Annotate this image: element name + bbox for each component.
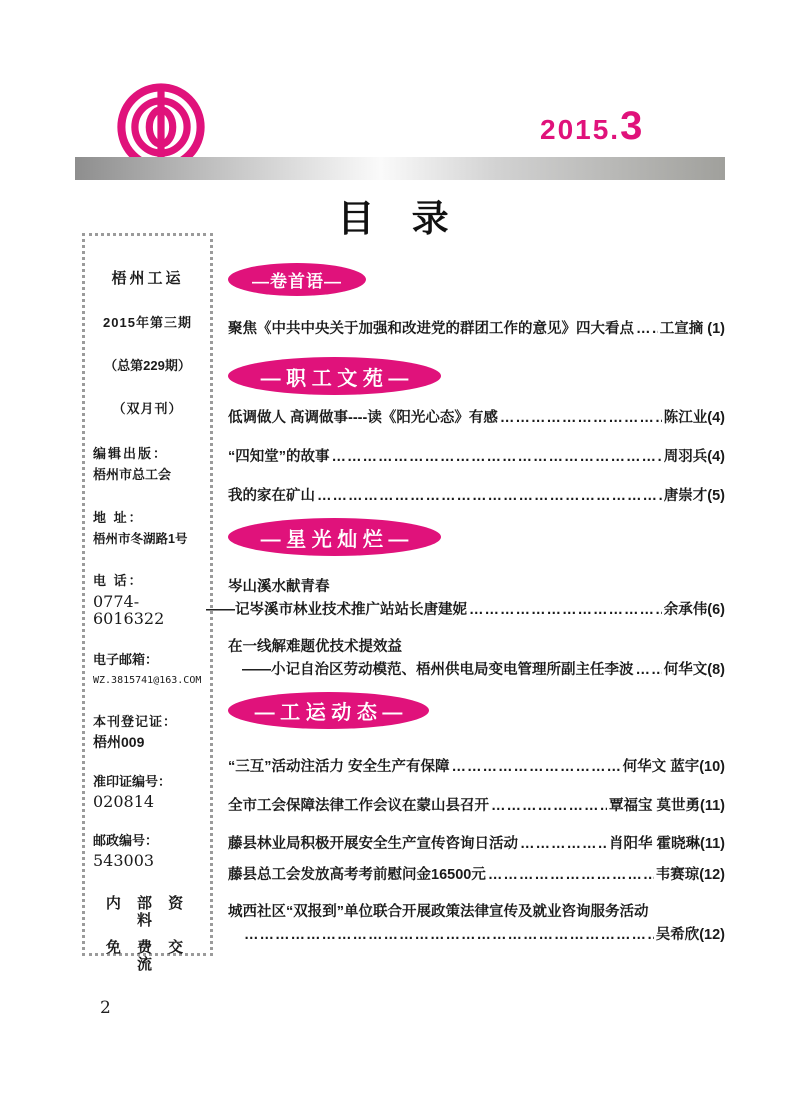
dot-leader [315, 485, 662, 508]
license: 梧州009 [93, 734, 145, 750]
email-label: 电子邮箱： [93, 652, 159, 667]
license-label: 本刊登记证： [93, 714, 178, 729]
toc-item-title: 聚焦《中共中央关于加强和改进党的群团工作的意见》四大看点 [228, 321, 634, 337]
address: 梧州市冬湖路1号 [93, 532, 188, 546]
toc-item-line [228, 833, 725, 856]
toc-item-title: 岑山溪水献青春 [228, 579, 330, 595]
toc-item-line [228, 407, 725, 430]
publication-info-box [82, 233, 213, 973]
toc-item [228, 833, 725, 856]
toc-item-author-page: 余承伟(6) [663, 602, 725, 618]
toc-item-title: 藤县林业局积极开展安全生产宣传咨询日活动 [228, 836, 518, 852]
toc-item-title: “三互”活动注活力 安全生产有保障 [228, 759, 450, 775]
issue-year-label: 2015. [540, 114, 621, 145]
permit: 020814 [93, 792, 155, 811]
section-header-badge: — 职 工 文 苑 — [228, 357, 441, 395]
toc-item-line [228, 636, 725, 659]
toc-item [228, 864, 725, 887]
toc-item-title: 在一线解难题优技术提效益 [228, 639, 402, 655]
postal-label: 邮政编号： [93, 833, 159, 848]
issue-number [540, 104, 660, 149]
permit-label: 准印证编号： [93, 774, 172, 789]
toc-item [228, 407, 725, 430]
page-number: 2 [100, 998, 111, 1018]
toc-item-title: 我的家在矿山 [228, 488, 315, 504]
section-header-badge: — 工 运 动 态 — [228, 692, 429, 729]
toc-item-title: 低调做人 高调做事----读《阳光心态》有感 [228, 410, 498, 426]
phone: 0774-6016322 [93, 592, 165, 628]
toc-item [228, 636, 725, 682]
toc-item-title: “四知堂”的故事 [228, 449, 330, 465]
toc-item-author-page: 唐崇才(5) [663, 488, 725, 504]
toc-item-author-page: 吴希欣(12) [655, 927, 725, 943]
toc-item [228, 795, 725, 818]
dot-leader [330, 446, 662, 469]
section-header-badge: —卷首语— [228, 263, 366, 296]
toc-item [228, 446, 725, 469]
dot-leader [489, 795, 607, 818]
table-of-contents [206, 250, 725, 947]
issue-line: 2015年第三期 [103, 315, 192, 330]
publisher: 梧州市总工会 [93, 467, 172, 482]
dot-leader [242, 924, 654, 947]
toc-item-author-page: 周羽兵(4) [663, 449, 725, 465]
toc-item-line [242, 659, 725, 682]
toc-item-line [228, 318, 725, 341]
toc-item [206, 576, 725, 622]
dot-leader [467, 599, 662, 622]
postal-code: 543003 [93, 851, 155, 870]
dot-leader [498, 407, 662, 430]
toc-item-title: 全市工会保障法律工作会议在蒙山县召开 [228, 798, 489, 814]
toc-item-title: ——小记自治区劳动模范、梧州供电局变电管理所副主任李波 [242, 662, 634, 678]
toc-section [228, 263, 725, 341]
toc-item-line [228, 756, 725, 779]
dot-leader [634, 318, 658, 341]
toc-item-line [206, 599, 725, 622]
page-title: 目 录 [337, 199, 463, 240]
toc-item-author-page: 何华文 蓝宇(10) [622, 759, 725, 775]
toc-item-title: ——记岑溪市林业技术推广站站长唐建妮 [206, 602, 467, 618]
toc-item-line [228, 864, 725, 887]
toc-item-line [228, 446, 725, 469]
toc-item-author-page: 肖阳华 霍晓琳(11) [608, 836, 725, 852]
toc-item-author-page: 韦赛琼(12) [655, 867, 725, 883]
toc-item-line [228, 485, 725, 508]
toc-item [228, 756, 725, 779]
toc-item-author-page: 陈江业(4) [663, 410, 725, 426]
toc-item-author-page: 覃福宝 莫世勇(11) [608, 798, 725, 814]
section-header-badge: — 星 光 灿 烂 — [228, 518, 441, 556]
internal-notice-1: 内 部 资 料 [105, 895, 190, 929]
frequency: （双月刊） [112, 401, 183, 416]
toc-section [228, 692, 725, 947]
issue-month-label: 3 [620, 104, 643, 148]
phone-label: 电 话： [93, 573, 144, 588]
toc-item [228, 318, 725, 341]
toc-item-line [242, 924, 725, 947]
toc-item-line [228, 901, 725, 924]
total-issue: （总第229期） [104, 358, 191, 373]
internal-notice-2: 免 费 交 流 [105, 939, 190, 973]
dot-leader [486, 864, 654, 887]
dot-leader [634, 659, 662, 682]
toc-item-line [228, 795, 725, 818]
toc-item-title: 城西社区“双报到”单位联合开展政策法律宣传及就业咨询服务活动 [228, 904, 649, 920]
address-label: 地 址： [93, 510, 144, 525]
toc-item-title: 藤县总工会发放高考考前慰问金16500元 [228, 867, 486, 883]
journal-name: 梧州工运 [111, 270, 184, 287]
publisher-label: 编辑出版： [93, 446, 169, 461]
toc-section [228, 357, 725, 508]
toc-item [228, 485, 725, 508]
dot-leader [450, 756, 621, 779]
email: WZ.3815741@163.COM [93, 675, 202, 686]
toc-item [228, 901, 725, 947]
toc-item-author-page: 工宣摘 (1) [659, 321, 725, 337]
divider-bar [75, 157, 725, 180]
dot-leader [518, 833, 607, 856]
toc-item-line [228, 576, 725, 599]
toc-section [206, 518, 725, 682]
toc-item-author-page: 何华文(8) [663, 662, 725, 678]
